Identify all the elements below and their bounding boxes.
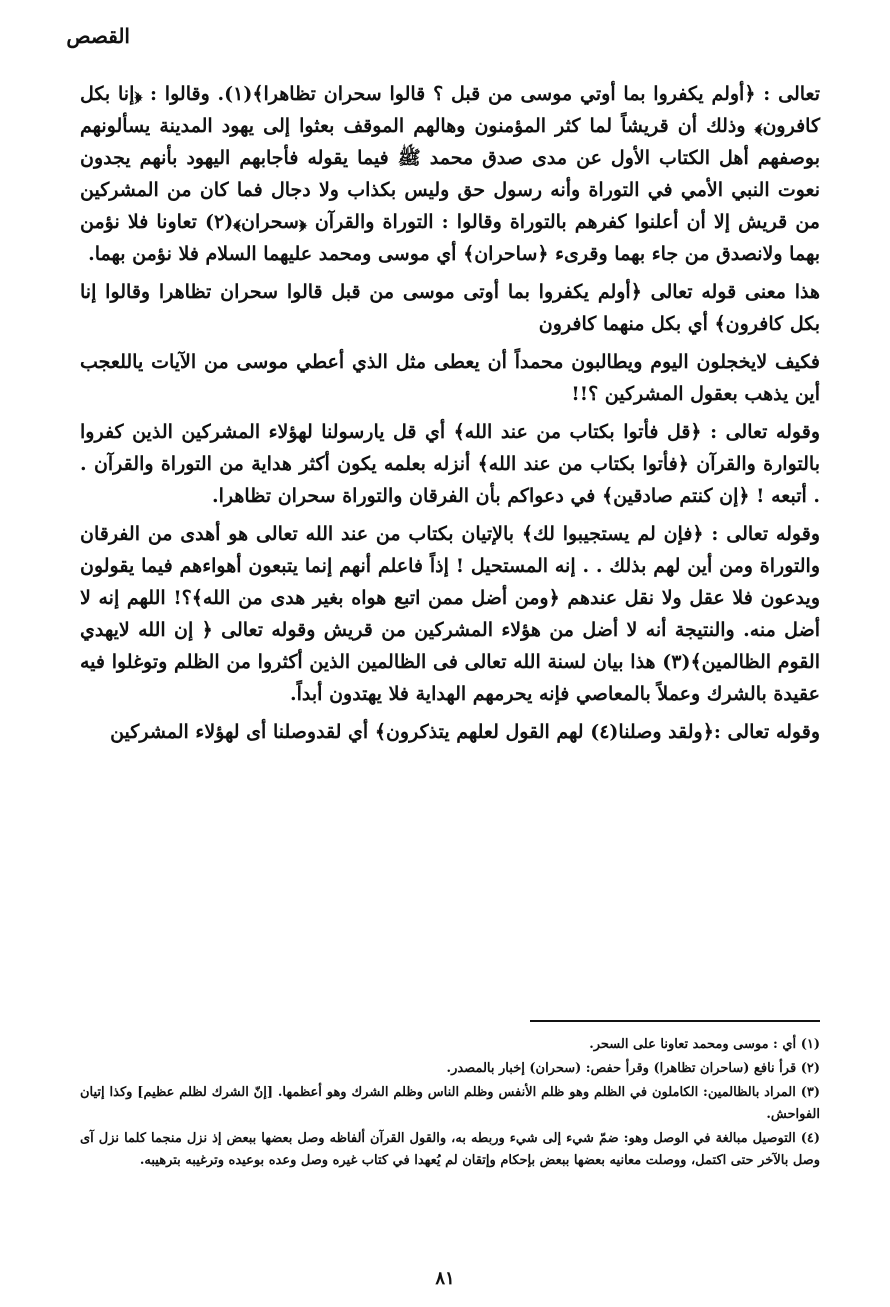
footnote: (٢) قرأ نافع (ساحران تظاهرا) وقرأ حفص: (سحران) إخبار بالمصدر. [446,1061,820,1076]
page-number: ٨١ [435,1268,455,1289]
footnote: (٤) التوصيل مبالغة في الوصل وهو: ضمّ شيء إلى شيء وربطه به، والقول القرآن ألفاظه وصل بعضها ببعض إذ نزل منجما كلما نزل آى وصل بالآخر حتى اكتمل، ووصلت معانيه بعضها ببعض بإحكام وإتقان لم يُعهدا في كتاب غيره وصل وعده بوعيده وترغيبه بترهيبه. [80,1131,820,1168]
footnotes [80,1034,820,1174]
paragraph: وقوله تعالى : ﴿فإن لم يستجيبوا لك﴾ بالإتيان بكتاب من عند الله تعالى هو أهدى من الفرقان والتوراة ومن أين لهم بذلك . . إنه المستحيل ! إذاً فاعلم أنهم إنما يتبعون أهواءهم فيما يقولون ويدعون فلا عقل ولا نقل عندهم ﴿ومن أضل ممن اتبع هواه بغير هدى من الله﴾؟! اللهم إنه لا أضل منه. والنتيجة أنه لا أضل من هؤلاء المشركين من قريش وقوله تعالى ﴿ إن الله لايهدي القوم الظالمين﴾(٣) هذا بيان لسنة الله تعالى فى الظالمين الذين أكثروا من الظلم وتوغلوا فيه عقيدة بالشرك وعملاً بالمعاصي فإنه يحرمهم الهداية فلا يهتدون أبداً. [80,523,820,705]
footnote: (٣) المراد بالظالمين: الكاملون في الظلم وهو ظلم الأنفس وظلم الناس وظلم الشرك وهو أعظمها. [إنّ الشرك لظلم عظيم] وكذا إتيان الفواحش. [80,1085,820,1122]
main-text [80,78,820,754]
footnote: (١) أي : موسى ومحمد تعاونا على السحر. [589,1037,820,1052]
running-header: القصص [66,24,130,48]
paragraph: تعالى : ﴿أولم يكفروا بما أوتي موسى من قبل ؟ قالوا سحران تظاهرا﴾(١). وقالوا : ﴿إنا بكل كافرون﴾ وذلك أن قريشاً لما كثر المؤمنون وهالهم الموقف بعثوا إلى يهود المدينة يسألونهم بوصفهم أهل الكتاب الأول عن مدى صدق محمد ﷺ فيما يقوله فأجابهم اليهود بأنهم يجدون نعوت النبي الأمي في التوراة وأنه رسول حق وليس بكذاب ولا دجال فما كان من المشركين من قريش إلا أن أعلنوا كفرهم بالتوراة وقالوا : التوراة والقرآن ﴿سحران﴾(٢) تعاونا فلا نؤمن بهما ولانصدق من جاء بهما وقرىء ﴿ساحران﴾ أي موسى ومحمد عليهما السلام فلا نؤمن بهما. [80,83,821,265]
paragraph: وقوله تعالى : ﴿قل فأتوا بكتاب من عند الله﴾ أي قل يارسولنا لهؤلاء المشركين الذين كفروا بالتوارة والقرآن ﴿فأتوا بكتاب من عند الله﴾ أنزله بعلمه يكون أكثر هداية من التوراة والقرآن . . أتبعه ! ﴿إن كنتم صادقين﴾ في دعواكم بأن الفرقان والتوراة سحران تظاهرا. [80,421,820,507]
footnote-divider [530,1020,820,1022]
paragraph: فكيف لايخجلون اليوم ويطالبون محمداً أن يعطى مثل الذي أعطي موسى من الآيات ياللعجب أين يذهب بعقول المشركين ؟!! [80,351,820,405]
paragraph: هذا معنى قوله تعالى ﴿أولم يكفروا بما أوتى موسى من قبل قالوا سحران تظاهرا وقالوا إنا بكل كافرون﴾ أي بكل منهما كافرون [80,281,820,335]
paragraph: وقوله تعالى :﴿ولقد وصلنا(٤) لهم القول لعلهم يتذكرون﴾ أي لقدوصلنا أى لهؤلاء المشركين [110,721,820,743]
